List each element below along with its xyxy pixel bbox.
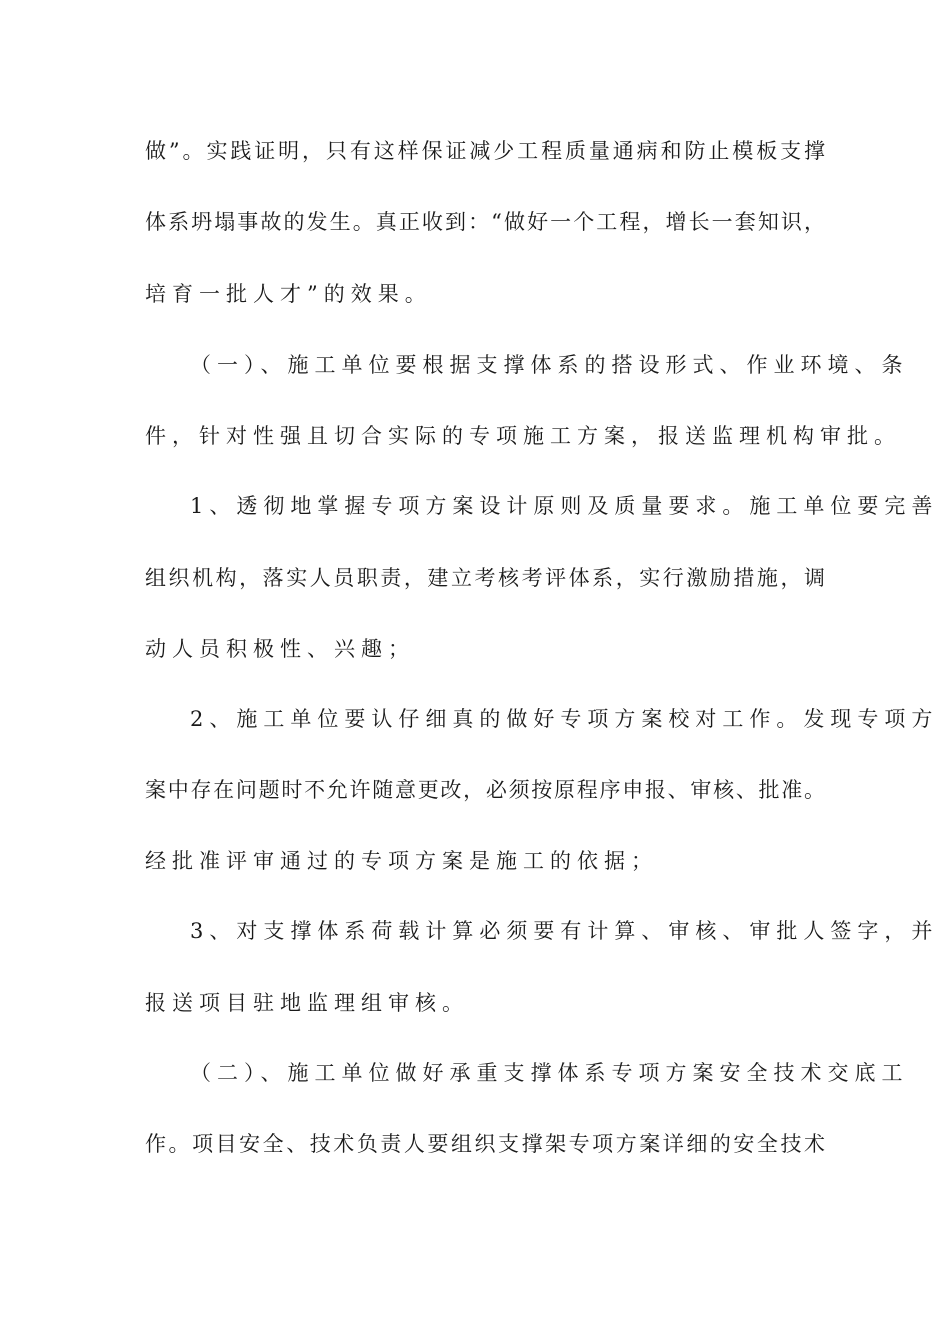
paragraph-line: 体系坍塌事故的发生。真正收到：“做好一个工程，增长一套知识， [145,210,825,234]
paragraph-line: 培育一批人才”的效果。 [145,282,432,306]
section-heading-line: （二）、施工单位做好承重支撑体系专项方案安全技术交底工 [190,1061,909,1085]
numbered-item-line: 3、对支撑体系荷载计算必须要有计算、审核、审批人签字，并 [190,919,939,943]
paragraph-line: 组织机构，落实人员职责，建立考核考评体系，实行激励措施，调 [145,566,825,590]
paragraph-line: 做”。实践证明，只有这样保证减少工程质量通病和防止模板支撑 [145,139,825,163]
section-heading-line: （一）、施工单位要根据支撑体系的搭设形式、作业环境、条 [190,353,909,377]
paragraph-line: 案中存在问题时不允许随意更改，必须按原程序申报、审核、批准。 [145,778,825,802]
numbered-item-line: 2、施工单位要认仔细真的做好专项方案校对工作。发现专项方 [190,707,939,731]
paragraph-line: 报送项目驻地监理组审核。 [145,991,469,1015]
paragraph-line: 经批准评审通过的专项方案是施工的依据； [145,849,658,873]
paragraph-line: 动人员积极性、兴趣； [145,637,415,661]
paragraph-line: 件，针对性强且切合实际的专项施工方案，报送监理机构审批。 [145,424,901,448]
paragraph-line: 作。项目安全、技术负责人要组织支撑架专项方案详细的安全技术 [145,1132,825,1156]
numbered-item-line: 1、透彻地掌握专项方案设计原则及质量要求。施工单位要完善 [190,494,939,518]
